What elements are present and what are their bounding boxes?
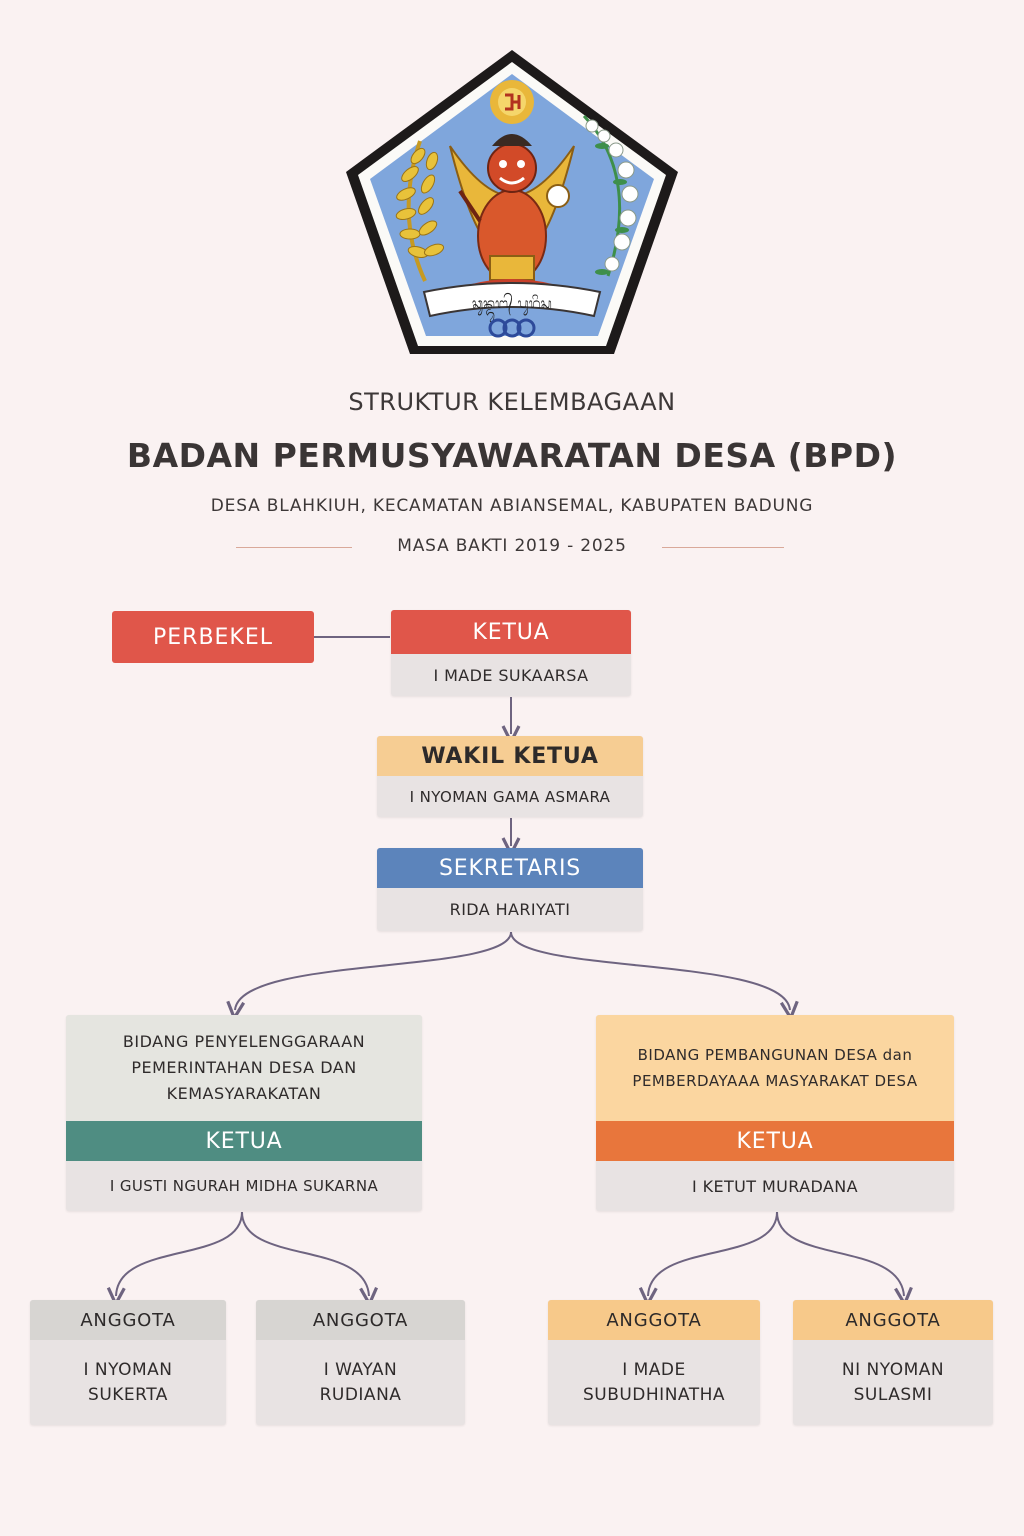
wakil-ketua-name: I NYOMAN GAMA ASMARA: [409, 787, 611, 806]
sekretaris-box: [377, 848, 643, 931]
anggota-name: NI NYOMAN SULASMI: [841, 1359, 945, 1405]
page-title: BADAN PERMUSYAWARATAN DESA (BPD): [126, 436, 898, 475]
location-subtitle: DESA BLAHKIUH, KECAMATAN ABIANSEMAL, KABUPATEN BADUNG: [210, 496, 814, 516]
bidang-right-box: [596, 1015, 954, 1211]
bidang-left-box: [66, 1015, 422, 1211]
anggota-role: ANGGOTA: [793, 1300, 993, 1340]
bidang-right-ketua-role: KETUA: [596, 1121, 954, 1161]
ribbon-text: ᬘᬸᬦ᭄ᬤᬸᬗ᭄ ᬧᬸᬭᬶᬲ: [472, 296, 552, 312]
anggota-box: [548, 1300, 760, 1425]
ketua-name: I MADE SUKAARSA: [433, 665, 589, 685]
bidang-left-title: BIDANG PENYELENGGARAAN PEMERINTAHAN DESA DAN KEMASYARAKATAN: [66, 1015, 422, 1121]
title-line-1: STRUKTUR KELEMBAGAAN: [348, 388, 676, 416]
anggota-box: [793, 1300, 993, 1425]
sekretaris-name: RIDA HARIYATI: [449, 900, 571, 919]
anggota-role: ANGGOTA: [548, 1300, 760, 1340]
anggota-name: I NYOMAN SUKERTA: [83, 1359, 173, 1405]
anggota-name: I MADE SUBUDHINATHA: [582, 1359, 726, 1405]
anggota-name: I WAYAN RUDIANA: [319, 1359, 402, 1405]
bidang-right-title: BIDANG PEMBANGUNAN DESA dan PEMBERDAYAAA MASYARAKAT DESA: [596, 1015, 954, 1121]
bidang-left-ketua-role: KETUA: [66, 1121, 422, 1161]
bidang-right-ketua-name: I KETUT MURADANA: [692, 1176, 858, 1196]
anggota-role: ANGGOTA: [256, 1300, 465, 1340]
wakil-ketua-role: WAKIL KETUA: [377, 736, 643, 776]
anggota-role: ANGGOTA: [30, 1300, 226, 1340]
perbekel-box: PERBEKEL: [112, 611, 314, 663]
bidang-left-ketua-name: I GUSTI NGURAH MIDHA SUKARNA: [109, 1177, 379, 1195]
ketua-role: KETUA: [391, 610, 631, 654]
anggota-box: [256, 1300, 465, 1425]
wakil-ketua-box: [377, 736, 643, 817]
sekretaris-role: SEKRETARIS: [377, 848, 643, 888]
anggota-box: [30, 1300, 226, 1425]
ketua-box: [391, 610, 631, 696]
period-label: MASA BAKTI 2019 - 2025: [397, 536, 627, 556]
